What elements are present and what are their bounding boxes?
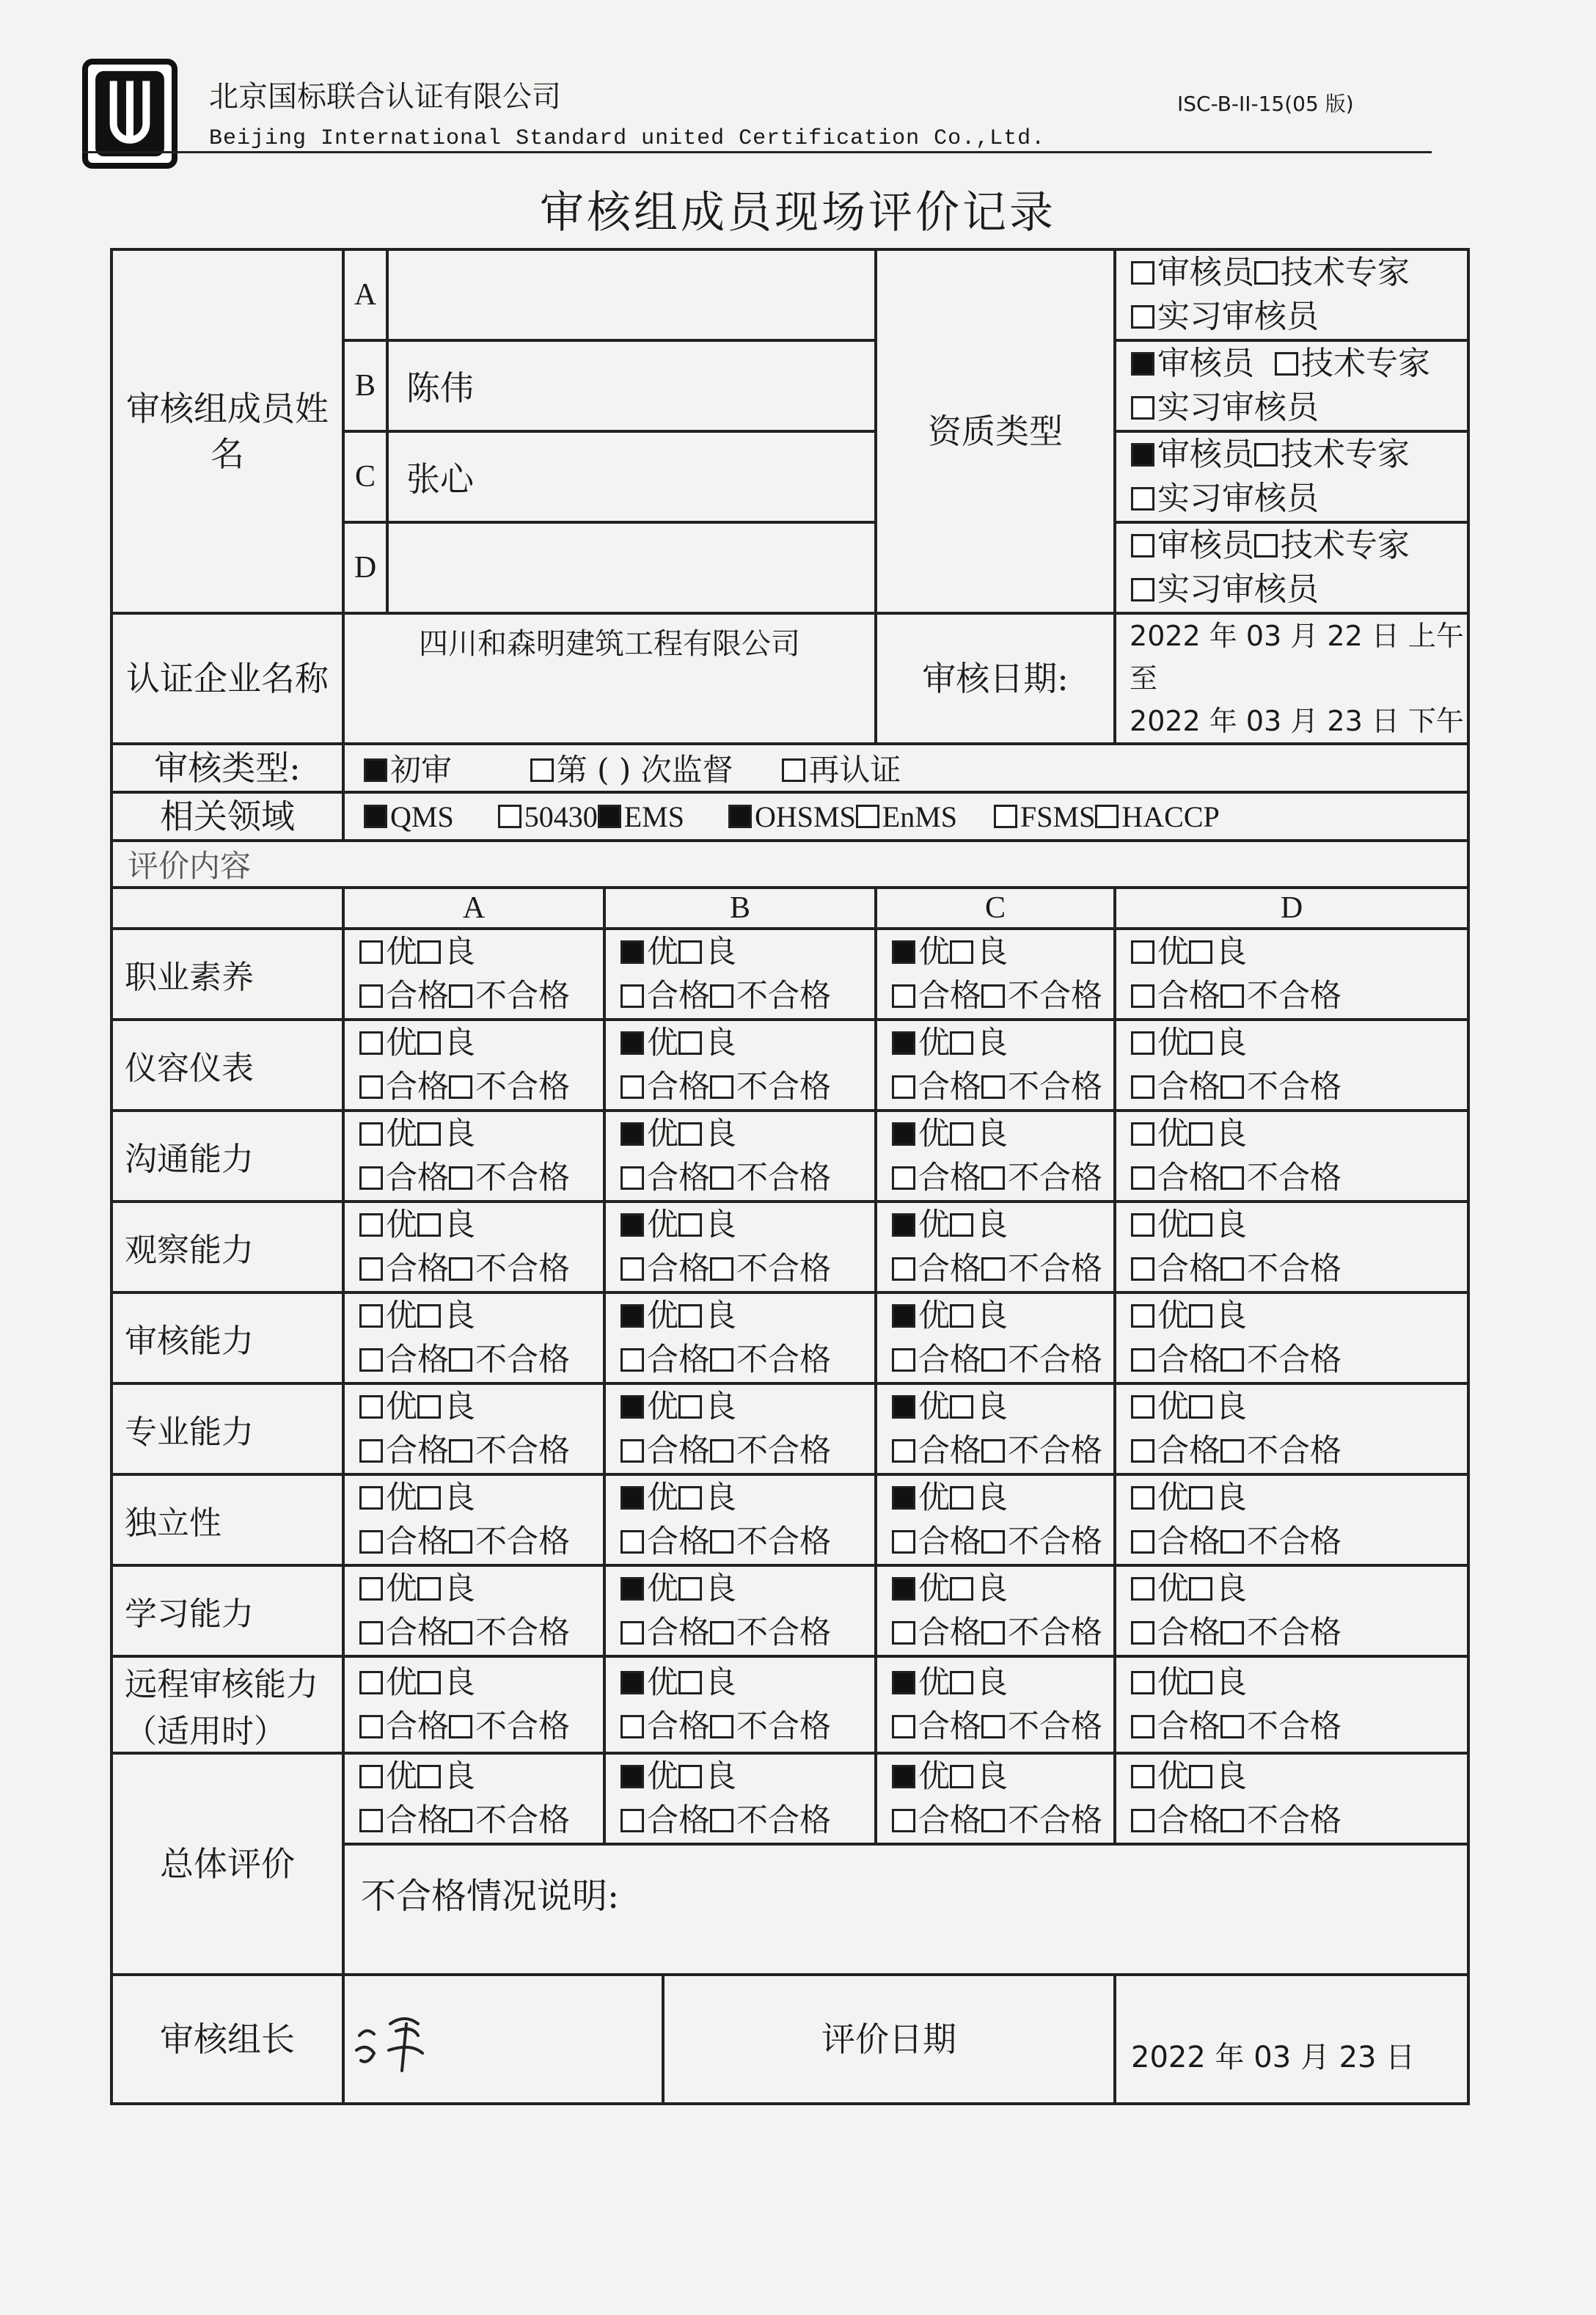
- checkbox-auditor[interactable]: [1131, 534, 1154, 557]
- rating-cell-b: 优 良 合格 不合格: [604, 1753, 876, 1844]
- evaluation-section-label: 评价内容: [111, 841, 1468, 888]
- criteria-row: [111, 1292, 1468, 1383]
- checkbox-excellent[interactable]: [892, 940, 915, 964]
- checkbox-fail[interactable]: [981, 1809, 1005, 1832]
- checkbox-fail[interactable]: [710, 1348, 733, 1372]
- checkbox-excellent[interactable]: [359, 1031, 383, 1055]
- checkbox-good[interactable]: [950, 1213, 973, 1237]
- checkbox-fail[interactable]: [981, 1530, 1005, 1554]
- checkbox-excellent[interactable]: [1131, 1031, 1154, 1055]
- checkbox-excellent[interactable]: [621, 940, 644, 964]
- checkbox-excellent[interactable]: [621, 1031, 644, 1055]
- checkbox-good[interactable]: [417, 1213, 441, 1237]
- checkbox-pass[interactable]: [359, 1257, 383, 1281]
- criteria-label: 专业能力: [111, 1383, 343, 1474]
- checkbox-haccp[interactable]: [1095, 805, 1119, 828]
- rating-cell-d: 优 良 合格 不合格: [1115, 1656, 1468, 1753]
- checkbox-fail[interactable]: [710, 1530, 733, 1554]
- criteria-label: 远程审核能力（适用时）: [111, 1656, 343, 1753]
- checkbox-pass[interactable]: [892, 1715, 915, 1738]
- checkbox-pass[interactable]: [1131, 1439, 1154, 1463]
- checkbox-pass[interactable]: [359, 1439, 383, 1463]
- checkbox-fail[interactable]: [710, 1075, 733, 1099]
- checkbox-initial-audit[interactable]: [364, 758, 387, 782]
- rating-cell-c: 优 良 合格 不合格: [876, 929, 1115, 1020]
- rating-cell-a: 优 良 合格 不合格: [343, 929, 604, 1020]
- checkbox-excellent[interactable]: [359, 1304, 383, 1328]
- criteria-label: 审核能力: [111, 1292, 343, 1383]
- document-number: ISC-B-II-15(05 版): [1177, 92, 1354, 116]
- column-header-d: D: [1115, 888, 1468, 929]
- checkbox-pass[interactable]: [621, 1809, 644, 1832]
- checkbox-good[interactable]: [1189, 1486, 1212, 1510]
- member-name-field[interactable]: [387, 522, 876, 613]
- criteria-label: 仪容仪表: [111, 1020, 343, 1111]
- audit-type-options: 初审 第 ( ) 次监督 再认证: [343, 744, 1468, 792]
- checkbox-pass[interactable]: [892, 1621, 915, 1645]
- checkbox-fail[interactable]: [981, 1715, 1005, 1738]
- checkbox-fail[interactable]: [449, 1166, 472, 1190]
- checkbox-fail[interactable]: [710, 1809, 733, 1832]
- checkbox-pass[interactable]: [1131, 1166, 1154, 1190]
- criteria-row: [111, 1656, 1468, 1753]
- checkbox-excellent[interactable]: [892, 1577, 915, 1601]
- column-header-b: B: [604, 888, 876, 929]
- member-name-field[interactable]: 陈伟: [387, 340, 876, 431]
- checkbox-good[interactable]: [950, 1304, 973, 1328]
- rating-cell-d: 优 良 合格 不合格: [1115, 1753, 1468, 1844]
- checkbox-fail[interactable]: [981, 1621, 1005, 1645]
- checkbox-fail[interactable]: [1220, 984, 1244, 1008]
- checkbox-fail[interactable]: [710, 984, 733, 1008]
- checkbox-auditor[interactable]: [1131, 261, 1154, 285]
- audit-date-label: 审核日期:: [876, 613, 1115, 744]
- checkbox-good[interactable]: [417, 1122, 441, 1146]
- rating-cell-c: 优 良 合格 不合格: [876, 1202, 1115, 1292]
- overall-label: 总体评价: [111, 1753, 343, 1975]
- checkbox-fail[interactable]: [449, 1621, 472, 1645]
- fields-label: 相关领域: [111, 792, 343, 841]
- checkbox-pass[interactable]: [621, 1075, 644, 1099]
- rating-cell-b: 优 良 合格 不合格: [604, 1565, 876, 1656]
- checkbox-pass[interactable]: [892, 1439, 915, 1463]
- audit-date-field[interactable]: [1115, 613, 1468, 744]
- rating-cell-c: 优 良 合格 不合格: [876, 1753, 1115, 1844]
- checkbox-pass[interactable]: [359, 1166, 383, 1190]
- checkbox-good[interactable]: [1189, 1031, 1212, 1055]
- checkbox-pass[interactable]: [1131, 984, 1154, 1008]
- checkbox-good[interactable]: [1189, 1395, 1212, 1419]
- checkbox-pass[interactable]: [892, 1166, 915, 1190]
- checkbox-excellent[interactable]: [892, 1671, 915, 1694]
- checkbox-good[interactable]: [678, 1395, 702, 1419]
- company-name-cn: 北京国标联合认证有限公司: [209, 80, 561, 114]
- checkbox-fail[interactable]: [1220, 1439, 1244, 1463]
- criteria-label: 职业素养: [111, 929, 343, 1020]
- rating-cell-a: 优 良 合格 不合格: [343, 1111, 604, 1202]
- checkbox-good[interactable]: [417, 1486, 441, 1510]
- rating-cell-a: 优 良 合格 不合格: [343, 1020, 604, 1111]
- checkbox-fail[interactable]: [449, 984, 472, 1008]
- rating-cell-d: 优 良 合格 不合格: [1115, 1111, 1468, 1202]
- rating-cell-b: 优 良 合格 不合格: [604, 1020, 876, 1111]
- checkbox-pass[interactable]: [359, 1715, 383, 1738]
- checkbox-fail[interactable]: [710, 1166, 733, 1190]
- checkbox-excellent[interactable]: [621, 1304, 644, 1328]
- rating-cell-c: 优 良 合格 不合格: [876, 1020, 1115, 1111]
- checkbox-excellent[interactable]: [621, 1765, 644, 1788]
- checkbox-good[interactable]: [417, 1304, 441, 1328]
- checkbox-good[interactable]: [950, 1122, 973, 1146]
- checkbox-fail[interactable]: [710, 1621, 733, 1645]
- page-title: 审核组成员现场评价记录: [540, 187, 1056, 238]
- checkbox-qms[interactable]: [364, 805, 387, 828]
- criteria-row: [111, 1474, 1468, 1565]
- checkbox-excellent[interactable]: [359, 1122, 383, 1146]
- checkbox-good[interactable]: [1189, 1577, 1212, 1601]
- checkbox-excellent[interactable]: [621, 1213, 644, 1237]
- column-header-a: A: [343, 888, 604, 929]
- checkbox-pass[interactable]: [359, 984, 383, 1008]
- checkbox-pass[interactable]: [359, 1348, 383, 1372]
- checkbox-excellent[interactable]: [359, 1486, 383, 1510]
- checkbox-excellent[interactable]: [621, 1671, 644, 1694]
- rating-cell-b: 优 良 合格 不合格: [604, 1111, 876, 1202]
- checkbox-good[interactable]: [950, 1765, 973, 1788]
- checkbox-pass[interactable]: [1131, 1530, 1154, 1554]
- rating-cell-d: 优 良 合格 不合格: [1115, 1383, 1468, 1474]
- audit-date-end: 2022 年 03 月 23 日 下午: [1130, 705, 1464, 737]
- rating-cell-d: 优 良 合格 不合格: [1115, 1565, 1468, 1656]
- checkbox-good[interactable]: [678, 1304, 702, 1328]
- checkbox-fail[interactable]: [710, 1715, 733, 1738]
- checkbox-good[interactable]: [1189, 1304, 1212, 1328]
- checkbox-fail[interactable]: [1220, 1348, 1244, 1372]
- checkbox-good[interactable]: [417, 940, 441, 964]
- rating-cell-c: 优 良 合格 不合格: [876, 1383, 1115, 1474]
- criteria-row: [111, 1202, 1468, 1292]
- criteria-row: [111, 929, 1468, 1020]
- rating-cell-b: 优 良 合格 不合格: [604, 1656, 876, 1753]
- rating-cell-c: 优 良 合格 不合格: [876, 1474, 1115, 1565]
- checkbox-trainee[interactable]: [1131, 396, 1154, 420]
- checkbox-pass[interactable]: [359, 1075, 383, 1099]
- checkbox-excellent[interactable]: [1131, 1395, 1154, 1419]
- checkbox-fail[interactable]: [449, 1715, 472, 1738]
- checkbox-excellent[interactable]: [1131, 1122, 1154, 1146]
- checkbox-good[interactable]: [417, 1577, 441, 1601]
- criteria-label: 沟通能力: [111, 1111, 343, 1202]
- checkbox-good[interactable]: [417, 1765, 441, 1788]
- members-label: 审核组成员姓名: [111, 249, 343, 613]
- checkbox-fail[interactable]: [1220, 1715, 1244, 1738]
- rating-cell-b: 优 良 合格 不合格: [604, 1474, 876, 1565]
- eval-date-label: 评价日期: [663, 1975, 1115, 2104]
- checkbox-trainee[interactable]: [1131, 305, 1154, 329]
- checkbox-expert[interactable]: [1254, 261, 1278, 285]
- checkbox-ohsms[interactable]: [728, 805, 752, 828]
- rating-cell-c: 优 良 合格 不合格: [876, 1292, 1115, 1383]
- checkbox-expert[interactable]: [1275, 352, 1298, 376]
- checkbox-fail[interactable]: [449, 1257, 472, 1281]
- company-label: 认证企业名称: [111, 613, 343, 744]
- rating-cell-a: 优 良 合格 不合格: [343, 1474, 604, 1565]
- checkbox-excellent[interactable]: [892, 1765, 915, 1788]
- checkbox-pass[interactable]: [892, 1348, 915, 1372]
- rating-cell-d: 优 良 合格 不合格: [1115, 1474, 1468, 1565]
- checkbox-good[interactable]: [1189, 1671, 1212, 1694]
- rating-cell-a: 优 良 合格 不合格: [343, 1565, 604, 1656]
- rating-cell-c: 优 良 合格 不合格: [876, 1111, 1115, 1202]
- checkbox-fail[interactable]: [1220, 1809, 1244, 1832]
- isc-logo-icon: [88, 65, 172, 163]
- checkbox-pass[interactable]: [621, 1439, 644, 1463]
- signature-icon: [345, 1999, 477, 2080]
- checkbox-excellent[interactable]: [1131, 1577, 1154, 1601]
- criteria-row: [111, 1111, 1468, 1202]
- checkbox-excellent[interactable]: [1131, 1304, 1154, 1328]
- qualification-options: 审核员 技术专家 实习审核员: [1115, 340, 1468, 431]
- checkbox-fail[interactable]: [981, 1439, 1005, 1463]
- nonconformity-notes[interactable]: 不合格情况说明:: [343, 1844, 1468, 1975]
- checkbox-fail[interactable]: [449, 1075, 472, 1099]
- checkbox-excellent[interactable]: [892, 1395, 915, 1419]
- checkbox-fail[interactable]: [1220, 1075, 1244, 1099]
- criteria-rows: [111, 929, 1468, 1753]
- checkbox-fail[interactable]: [710, 1257, 733, 1281]
- checkbox-fail[interactable]: [981, 1257, 1005, 1281]
- checkbox-excellent[interactable]: [359, 1577, 383, 1601]
- member-name-field[interactable]: 张心: [387, 431, 876, 522]
- rating-cell-b: 优 良 合格 不合格: [604, 1383, 876, 1474]
- checkbox-good[interactable]: [1189, 940, 1212, 964]
- checkbox-excellent[interactable]: [1131, 1213, 1154, 1237]
- checkbox-trainee[interactable]: [1131, 578, 1154, 601]
- checkbox-excellent[interactable]: [892, 1213, 915, 1237]
- checkbox-good[interactable]: [678, 1765, 702, 1788]
- member-letter: B: [343, 340, 387, 431]
- rating-cell-a: 优 良 合格 不合格: [343, 1292, 604, 1383]
- evaluation-form: [110, 248, 1470, 2105]
- checkbox-fail[interactable]: [981, 984, 1005, 1008]
- checkbox-excellent[interactable]: [1131, 940, 1154, 964]
- checkbox-pass[interactable]: [621, 1166, 644, 1190]
- checkbox-excellent[interactable]: [359, 940, 383, 964]
- checkbox-good[interactable]: [678, 1486, 702, 1510]
- checkbox-pass[interactable]: [892, 984, 915, 1008]
- rating-cell-d: 优 良 合格 不合格: [1115, 1202, 1468, 1292]
- checkbox-good[interactable]: [678, 1213, 702, 1237]
- header-divider: [82, 151, 1432, 153]
- rating-cell-a: 优 良 合格 不合格: [343, 1656, 604, 1753]
- checkbox-pass[interactable]: [621, 1715, 644, 1738]
- rating-cell-a: 优 良 合格 不合格: [343, 1753, 604, 1844]
- rating-cell-d: 优 良 合格 不合格: [1115, 1292, 1468, 1383]
- rating-cell-a: 优 良 合格 不合格: [343, 1383, 604, 1474]
- checkbox-trainee[interactable]: [1131, 487, 1154, 511]
- fields-options: QMS 50430 EMS OHSMS EnMS FSMS HACCP: [343, 792, 1468, 841]
- member-name-field[interactable]: [387, 249, 876, 340]
- criteria-label: 独立性: [111, 1474, 343, 1565]
- checkbox-surveillance[interactable]: [530, 758, 554, 782]
- header-blank: [111, 888, 343, 929]
- company-name-en: Beijing International Standard united Certification Co.,Ltd.: [209, 126, 1046, 151]
- audit-date-start: 2022 年 03 月 22 日 上午至: [1130, 620, 1464, 695]
- checkbox-good[interactable]: [417, 1031, 441, 1055]
- checkbox-pass[interactable]: [1131, 1809, 1154, 1832]
- rating-cell-d: 优 良 合格 不合格: [1115, 929, 1468, 1020]
- checkbox-fsms[interactable]: [994, 805, 1017, 828]
- checkbox-fail[interactable]: [449, 1439, 472, 1463]
- checkbox-pass[interactable]: [621, 1621, 644, 1645]
- member-letter: D: [343, 522, 387, 613]
- checkbox-pass[interactable]: [359, 1809, 383, 1832]
- checkbox-good[interactable]: [950, 1671, 973, 1694]
- rating-cell-b: 优 良 合格 不合格: [604, 929, 876, 1020]
- qualification-options: 审核员 技术专家 实习审核员: [1115, 431, 1468, 522]
- checkbox-excellent[interactable]: [621, 1577, 644, 1601]
- checkbox-auditor[interactable]: [1131, 352, 1154, 376]
- checkbox-good[interactable]: [1189, 1122, 1212, 1146]
- checkbox-pass[interactable]: [359, 1530, 383, 1554]
- column-header-c: C: [876, 888, 1115, 929]
- checkbox-good[interactable]: [950, 1486, 973, 1510]
- checkbox-good[interactable]: [950, 1577, 973, 1601]
- checkbox-excellent[interactable]: [621, 1122, 644, 1146]
- rating-cell-d: 优 良 合格 不合格: [1115, 1020, 1468, 1111]
- checkbox-excellent[interactable]: [1131, 1486, 1154, 1510]
- checkbox-excellent[interactable]: [621, 1486, 644, 1510]
- checkbox-pass[interactable]: [892, 1075, 915, 1099]
- rating-cell-b: 优 良 合格 不合格: [604, 1292, 876, 1383]
- checkbox-good[interactable]: [678, 1031, 702, 1055]
- checkbox-fail[interactable]: [981, 1166, 1005, 1190]
- checkbox-recertification[interactable]: [782, 758, 805, 782]
- checkbox-pass[interactable]: [1131, 1075, 1154, 1099]
- checkbox-pass[interactable]: [892, 1809, 915, 1832]
- checkbox-good[interactable]: [678, 1577, 702, 1601]
- checkbox-pass[interactable]: [359, 1621, 383, 1645]
- checkbox-excellent[interactable]: [892, 1031, 915, 1055]
- checkbox-pass[interactable]: [1131, 1715, 1154, 1738]
- rating-cell-a: 优 良 合格 不合格: [343, 1202, 604, 1292]
- criteria-label: 观察能力: [111, 1202, 343, 1292]
- checkbox-excellent[interactable]: [359, 1213, 383, 1237]
- company-name-field[interactable]: 四川和森明建筑工程有限公司: [343, 613, 876, 744]
- checkbox-excellent[interactable]: [359, 1671, 383, 1694]
- checkbox-pass[interactable]: [621, 1348, 644, 1372]
- leader-signature: [343, 1975, 663, 2104]
- checkbox-pass[interactable]: [1131, 1348, 1154, 1372]
- checkbox-expert[interactable]: [1254, 534, 1278, 557]
- checkbox-pass[interactable]: [621, 984, 644, 1008]
- checkbox-pass[interactable]: [1131, 1257, 1154, 1281]
- checkbox-excellent[interactable]: [892, 1122, 915, 1146]
- member-letter: A: [343, 249, 387, 340]
- leader-label: 审核组长: [111, 1975, 343, 2104]
- qualification-options: 审核员 技术专家 实习审核员: [1115, 249, 1468, 340]
- checkbox-good[interactable]: [950, 1031, 973, 1055]
- checkbox-fail[interactable]: [1220, 1166, 1244, 1190]
- qualification-options: 审核员 技术专家 实习审核员: [1115, 522, 1468, 613]
- checkbox-fail[interactable]: [981, 1348, 1005, 1372]
- checkbox-50430[interactable]: [498, 805, 521, 828]
- checkbox-pass[interactable]: [892, 1530, 915, 1554]
- checkbox-excellent[interactable]: [892, 1486, 915, 1510]
- checkbox-excellent[interactable]: [359, 1765, 383, 1788]
- checkbox-good[interactable]: [678, 1122, 702, 1146]
- checkbox-auditor[interactable]: [1131, 443, 1154, 467]
- member-letter: C: [343, 431, 387, 522]
- checkbox-fail[interactable]: [449, 1809, 472, 1832]
- checkbox-good[interactable]: [1189, 1765, 1212, 1788]
- rating-cell-c: 优 良 合格 不合格: [876, 1656, 1115, 1753]
- qualification-label: 资质类型: [876, 249, 1115, 613]
- checkbox-fail[interactable]: [449, 1530, 472, 1554]
- checkbox-excellent[interactable]: [1131, 1765, 1154, 1788]
- checkbox-good[interactable]: [950, 1395, 973, 1419]
- checkbox-ems[interactable]: [598, 805, 621, 828]
- checkbox-expert[interactable]: [1254, 443, 1278, 467]
- criteria-row: [111, 1383, 1468, 1474]
- checkbox-fail[interactable]: [981, 1075, 1005, 1099]
- checkbox-pass[interactable]: [892, 1257, 915, 1281]
- checkbox-enms[interactable]: [856, 805, 879, 828]
- checkbox-pass[interactable]: [621, 1530, 644, 1554]
- checkbox-fail[interactable]: [449, 1348, 472, 1372]
- checkbox-excellent[interactable]: [621, 1395, 644, 1419]
- checkbox-good[interactable]: [950, 940, 973, 964]
- checkbox-fail[interactable]: [1220, 1621, 1244, 1645]
- checkbox-pass[interactable]: [621, 1257, 644, 1281]
- audit-type-label: 审核类型:: [111, 744, 343, 792]
- checkbox-excellent[interactable]: [1131, 1671, 1154, 1694]
- checkbox-good[interactable]: [417, 1395, 441, 1419]
- rating-cell-c: 优 良 合格 不合格: [876, 1565, 1115, 1656]
- checkbox-good[interactable]: [417, 1671, 441, 1694]
- checkbox-fail[interactable]: [710, 1439, 733, 1463]
- checkbox-good[interactable]: [678, 940, 702, 964]
- checkbox-good[interactable]: [1189, 1213, 1212, 1237]
- checkbox-good[interactable]: [678, 1671, 702, 1694]
- criteria-label: 学习能力: [111, 1565, 343, 1656]
- eval-date-field[interactable]: 2022 年 03 月 23 日: [1115, 1975, 1468, 2104]
- checkbox-excellent[interactable]: [359, 1395, 383, 1419]
- checkbox-fail[interactable]: [1220, 1257, 1244, 1281]
- checkbox-pass[interactable]: [1131, 1621, 1154, 1645]
- checkbox-fail[interactable]: [1220, 1530, 1244, 1554]
- criteria-row: [111, 1020, 1468, 1111]
- criteria-row: [111, 1565, 1468, 1656]
- checkbox-excellent[interactable]: [892, 1304, 915, 1328]
- rating-cell-b: 优 良 合格 不合格: [604, 1202, 876, 1292]
